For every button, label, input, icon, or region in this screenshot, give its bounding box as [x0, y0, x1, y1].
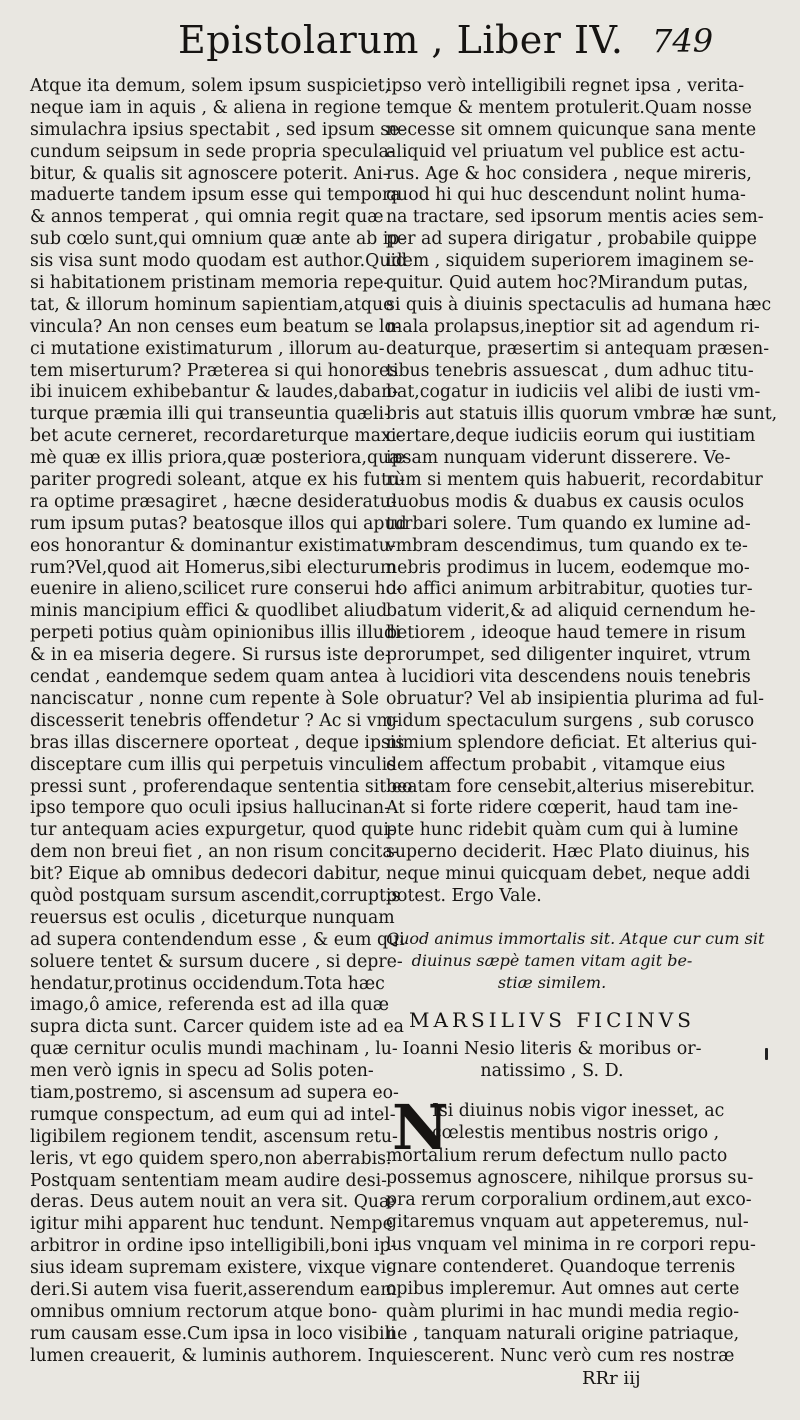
left-text-column [30, 76, 413, 1368]
text-line: & annos temperat , qui omnia regit quæ [30, 207, 384, 228]
text-line: imago,ô amice, referenda est ad illa quæ [30, 995, 389, 1016]
letter-line: opibus impleremur. Aut omnes aut certe [386, 1279, 740, 1300]
text-line: dem affectum probabit , vitamque eius [386, 754, 726, 775]
text-line: ci mutatione existimaturum , illorum au- [30, 338, 385, 359]
text-line: deaturque, præsertim si antequam præsen- [386, 338, 770, 359]
text-line: maduerte tandem ipsum esse qui tempora [30, 185, 401, 206]
text-line: tat, & illorum hominum sapientiam,atque [30, 294, 394, 315]
letter-line: Isi diuinus nobis vigor inesset, ac [432, 1101, 725, 1121]
dedication-line: Ioanni Nesio literis & moribus or- [402, 1039, 702, 1059]
text-line: rum causam esse.Cum ipsa in loco visibili [30, 1323, 396, 1344]
text-line: do affici animum arbitrabitur, quoties tur- [386, 579, 753, 600]
text-line: rumque conspectum, ad eum qui ad intel- [30, 1104, 396, 1125]
text-line: leris, vt ego quidem spero,non aberrabis. [30, 1148, 392, 1169]
text-line: ipsam nunquam viderunt disserere. Ve- [386, 448, 731, 469]
text-line: discesserit tenebris offendetur ? Ac si vm- [30, 710, 399, 731]
text-line: simulachra ipsius spectabit , sed ipsum se- [30, 119, 406, 140]
letter-line: mortalium rerum defectum nullo pacto [386, 1145, 728, 1166]
text-line: hendatur,protinus occidendum.Tota hæc [30, 973, 385, 994]
text-line: cundum seipsum in sede propria specula- [30, 141, 395, 162]
text-line: men verò ignis in specu ad Solis poten- [30, 1061, 374, 1082]
letter-body [386, 1091, 756, 1368]
text-line: sub cœlo sunt,qui omnium quæ ante ab ip- [30, 229, 406, 250]
heading-line: stiæ similem. [497, 973, 607, 992]
text-line: si quis à diuinis spectaculis ad humana hæc [386, 294, 772, 315]
text-line: ad supera contendendum esse , & eum qui [30, 929, 405, 950]
text-line: vmbram descendimus, tum quando ex te- [386, 535, 748, 556]
text-line: arbitror in ordine ipso intelligibili,boni ip- [30, 1236, 397, 1257]
letter-line: cœlestis mentibus nostris origo , [432, 1123, 720, 1144]
text-line: Postquam sententiam meam audire desi- [30, 1170, 388, 1191]
text-line: tem miserturum? Præterea si qui honores [30, 360, 399, 381]
text-line: disceptare cum illis qui perpetuis vinculis [30, 754, 396, 775]
text-line: duobus modis & duabus ex causis oculos [386, 491, 745, 512]
text-line: pariter progredi soleant, atque ex his futu- [30, 470, 405, 491]
letter-line: possemus agnoscere, nihilque prorsus su- [386, 1167, 754, 1188]
letter-line: gitaremus vnquam aut appeteremus, nul- [386, 1212, 749, 1233]
text-line: neque minui quicquam debet, neque addi [386, 864, 750, 885]
letter-line: quiescerent. Nunc verò cum res nostræ [386, 1346, 735, 1367]
text-line: lumen creauerit, & luminis authorem. In [30, 1345, 386, 1366]
letter-line: ne , tanquam naturali origine patriaque, [386, 1323, 740, 1344]
text-line: quòd postquam sursum ascendit,corruptis [30, 885, 401, 906]
text-line: beatam fore censebit,alterius miserebitur. [386, 776, 755, 797]
text-line: bat,cogatur in iudiciis vel alibi de iusti vm- [386, 382, 761, 403]
heading-line: Quod animus immortalis sit. Atque cur cum sit [386, 929, 765, 948]
text-line: omnibus omnium rectorum atque bono- [30, 1301, 378, 1322]
letter-author: MARSILIVS FICINVS [409, 1008, 695, 1032]
text-line: batum viderit,& ad aliquid cernendum he- [386, 601, 756, 622]
text-line: na tractare, sed ipsorum mentis acies sem- [386, 207, 764, 228]
text-line: necesse sit omnem quicunque sana mente [386, 119, 757, 140]
text-line: betiorem , ideoque haud temere in risum [386, 623, 746, 644]
text-line: nanciscatur , nonne cum repente à Sole [30, 688, 380, 709]
text-line: igitur mihi apparent huc tendunt. Nempe [30, 1214, 393, 1235]
signature-mark: RRr iij [582, 1368, 641, 1389]
text-line: eos honorantur & dominantur existimatu- [30, 535, 396, 556]
text-line: tiam,postremo, si ascensum ad supera eo- [30, 1082, 399, 1103]
letter-line: pra rerum corporalium ordinem,aut exco- [386, 1190, 752, 1211]
text-line: supra dicta sunt. Carcer quidem iste ad ea [30, 1017, 404, 1038]
text-line: rum?Vel,quod ait Homerus,sibi electurum [30, 557, 397, 578]
text-line: rum ipsum putas? beatosque illos qui apud [30, 513, 407, 534]
running-title: Epistolarum , Liber IV. [178, 18, 624, 62]
text-line: pte hunc ridebit quàm cum qui à lumine [386, 820, 739, 841]
text-line: Atque ita demum, solem ipsum suspiciet, [30, 76, 391, 96]
text-line: sius ideam supremam existere, vixque vi- [30, 1258, 393, 1279]
text-line: tur antequam acies expurgetur, quod qui- [30, 820, 395, 841]
text-line: sis visa sunt modo quodam est author.Quid [30, 251, 408, 272]
text-line: pressi sunt , proferendaque sententia sit eo [30, 776, 413, 797]
text-line: At si forte ridere cœperit, haud tam ine- [386, 798, 739, 819]
text-line: neque iam in aquis , & aliena in regione [30, 97, 381, 118]
text-line: nimium splendore deficiat. Et alterius qui- [386, 732, 757, 753]
text-line: perpeti potius quàm opinionibus illis illudi [30, 623, 401, 644]
text-line: prorumpet, sed diligenter inquiret, vtrum [386, 645, 751, 666]
text-line: idem , siquidem superiorem imaginem se- [386, 251, 754, 272]
text-line: turbari solere. Tum quando ex lumine ad- [386, 513, 751, 534]
text-line: bet acute cerneret, recordareturque maxi- [30, 426, 403, 447]
text-line: bitur, & qualis sit agnoscere poterit. Ani- [30, 163, 389, 184]
letter-dedication [386, 1038, 718, 1082]
text-line: cendat , eandemque sedem quam antea [30, 667, 379, 688]
text-line: quod hi qui huc descendunt nolint huma- [386, 185, 746, 206]
text-line: ibi inuicem exhibebantur & laudes,daban- [30, 382, 399, 403]
text-line: temque & mentem protulerit.Quam nosse [386, 97, 752, 118]
text-line: minis mancipium effici & quodlibet aliud [30, 601, 388, 622]
dedication-line: natissimo , S. D. [480, 1061, 624, 1081]
text-line: mala prolapsus,ineptior sit ad agendum ri- [386, 316, 760, 337]
text-line: tibus tenebris assuescat , dum adhuc titu- [386, 360, 754, 381]
text-line: bras illas discernere oporteat , deque ipsis [30, 732, 405, 753]
text-line: ra optime præsagiret , hæcne desideratu- [30, 491, 397, 512]
text-line: reuersus est oculis , diceturque nunquam [30, 907, 395, 928]
text-line: quitur. Quid autem hoc?Mirandum putas, [386, 273, 749, 294]
heading-line: diuinus sæpè tamen vitam agit be- [411, 951, 693, 970]
text-line: ligibilem regionem tendit, ascensum retu- [30, 1126, 398, 1147]
text-line: aliquid vel priuatum vel publice est actu- [386, 141, 746, 162]
text-line: rus. Age & hoc considera , neque mireris, [386, 163, 752, 184]
text-line: certare,deque iudiciis eorum qui iustitiam [386, 426, 756, 447]
text-line: deras. Deus autem nouit an vera sit. Quæ [30, 1192, 396, 1213]
text-line: si habitationem pristinam memoria repe- [30, 273, 390, 294]
letter-line: lus vnquam vel minima in re corpori repu- [386, 1234, 756, 1255]
text-line: superno deciderit. Hæc Plato diuinus, his [386, 842, 750, 863]
letter-line: quàm plurimi in hac mundi media regio- [386, 1301, 740, 1322]
text-line: turque præmia illi qui transeuntia quæli- [30, 404, 390, 425]
letter-line: gnare contenderet. Quandoque terrenis [386, 1257, 736, 1278]
drop-cap: N [392, 1091, 449, 1164]
text-line: bit? Eique ab omnibus dedecori dabitur, [30, 864, 382, 885]
text-line: euenire in alieno,scilicet rure conserui ho- [30, 579, 402, 600]
text-line: ipso tempore quo oculi ipsius hallucinan- [30, 798, 390, 819]
text-line: quæ cernitur oculis mundi machinam , lu- [30, 1039, 398, 1060]
text-line: mè quæ ex illis priora,quæ posteriora,quæ [30, 448, 406, 469]
section-heading [386, 928, 765, 994]
text-line: & in ea miseria degere. Si rursus iste de- [30, 645, 391, 666]
text-line: obruatur? Vel ab insipientia plurima ad ful- [386, 688, 764, 709]
text-line: rùm si mentem quis habuerit, recordabitur [386, 470, 763, 491]
right-text-column [386, 76, 778, 908]
text-line: vincula? An non censes eum beatum se lo- [30, 316, 401, 337]
text-line: bris aut statuis illis quorum vmbræ hæ sunt, [386, 404, 778, 425]
text-line: gidum spectaculum surgens , sub corusco [386, 710, 755, 731]
text-line: soluere tentet & sursum ducere , si depre- [30, 951, 403, 972]
text-line: à lucidiori vita descendens nouis tenebris [386, 667, 751, 688]
text-line: nebris prodimus in lucem, eodemque mo- [386, 557, 750, 578]
text-line: deri.Si autem visa fuerit,asserendum eam [30, 1279, 397, 1300]
text-line: per ad supera dirigatur , probabile quippe [386, 229, 757, 250]
ink-speck [765, 1048, 768, 1060]
text-line: potest. Ergo Vale. [386, 885, 542, 906]
text-line: dem non breui fiet , an non risum concita- [30, 842, 399, 863]
page-number: 749 [652, 22, 714, 60]
text-line: ipso verò intelligibili regnet ipsa , verita- [386, 76, 745, 96]
